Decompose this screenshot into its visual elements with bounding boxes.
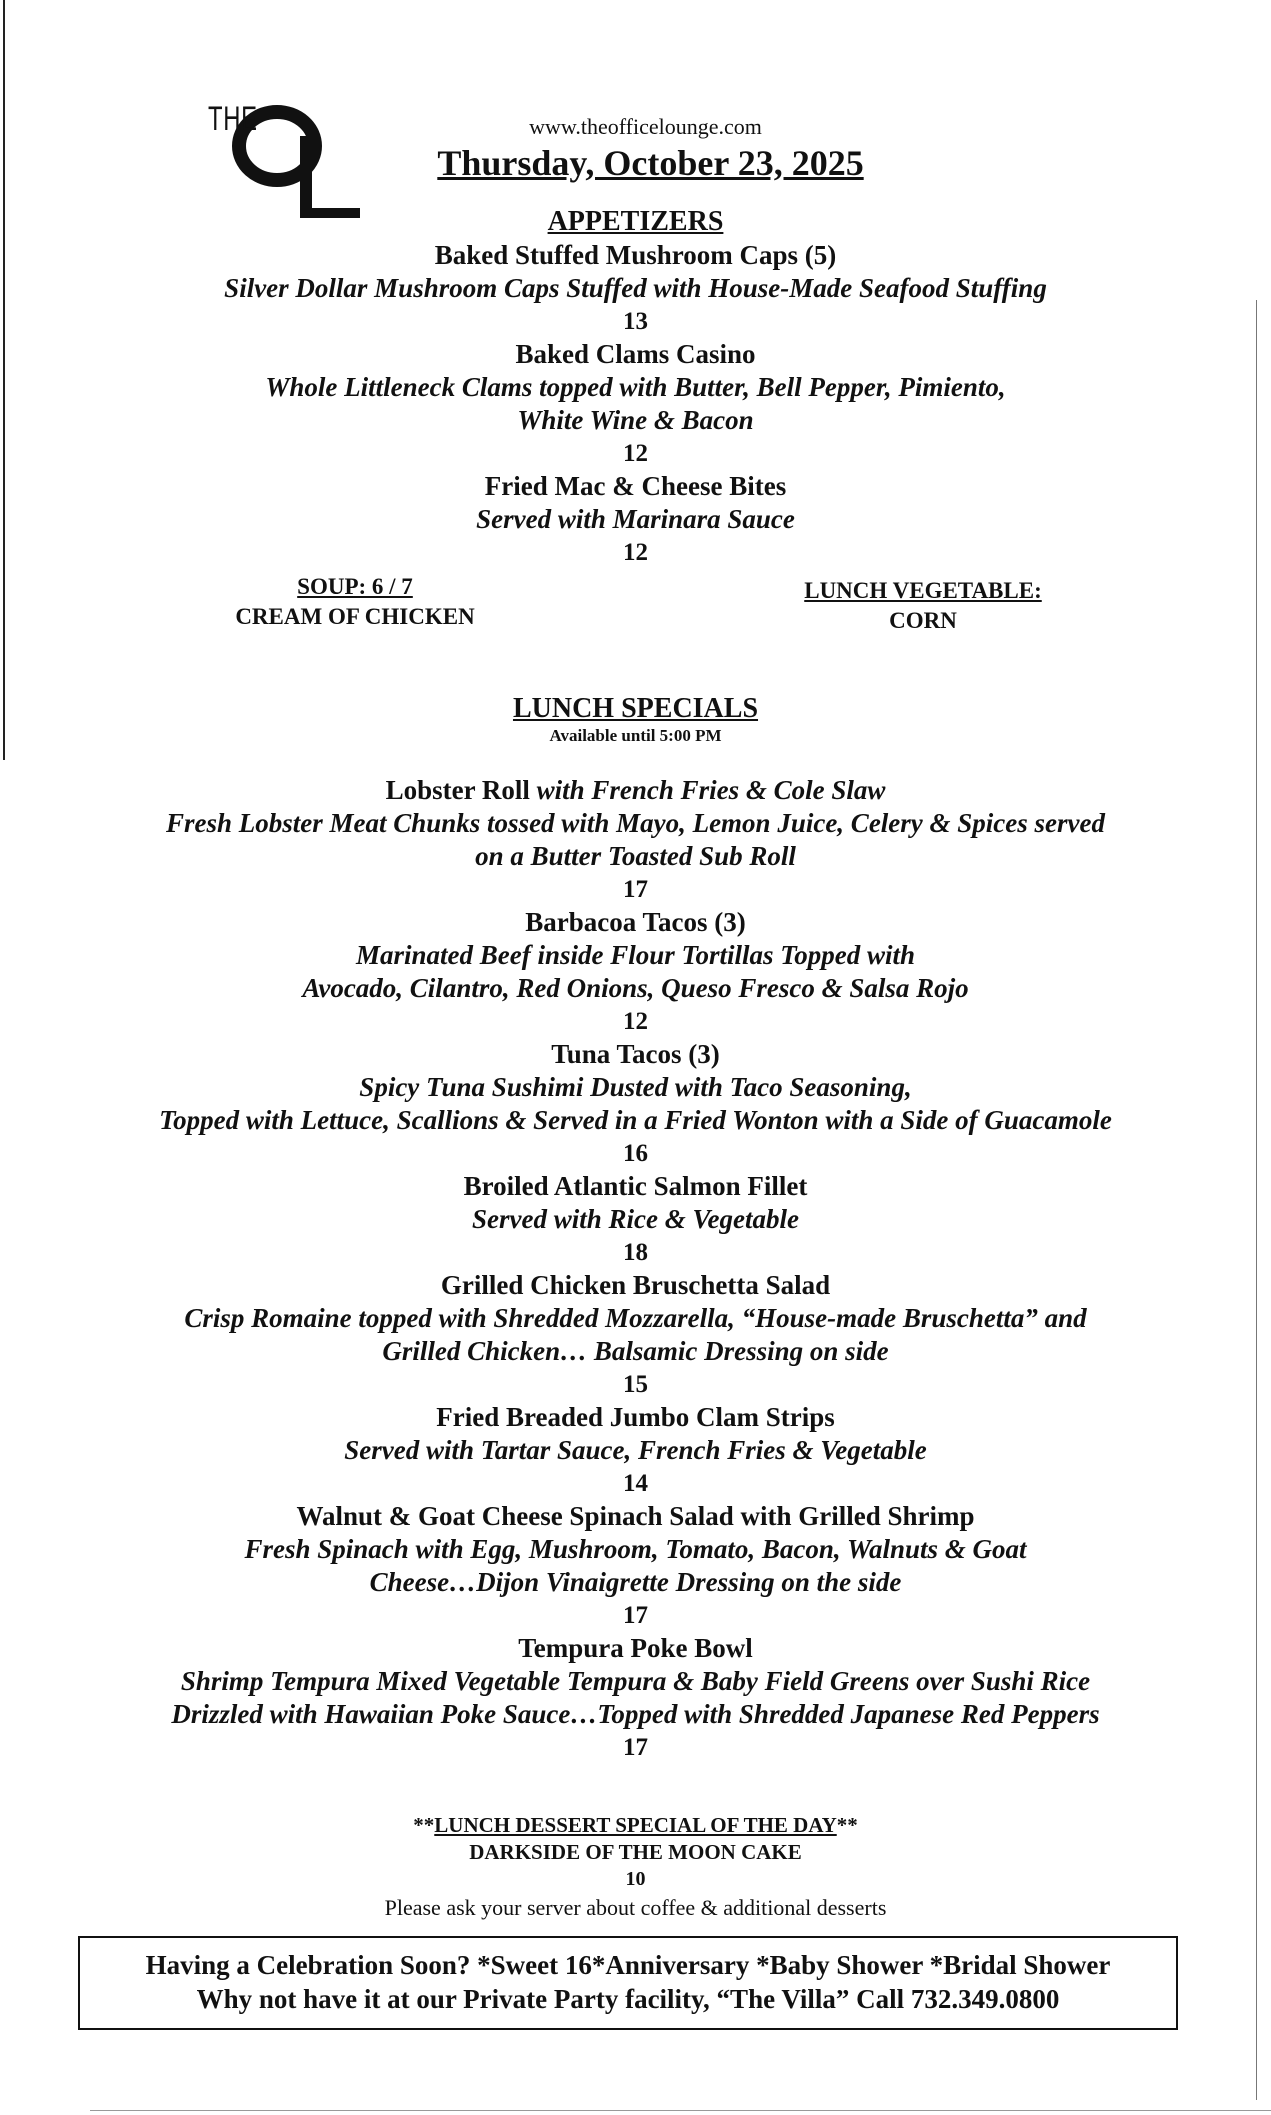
appetizer-list [0, 239, 1271, 569]
menu-item [0, 1632, 1271, 1764]
dessert-section [0, 1812, 1271, 1923]
lunch-specials-section [0, 692, 1271, 1764]
menu-item-price: 13 [623, 308, 648, 335]
menu-item [0, 470, 1271, 569]
menu-item-desc: Crisp Romaine topped with Shredded Mozzarella, “House-made Bruschetta” and [184, 1303, 1087, 1333]
celebration-promo-box [78, 1936, 1178, 2030]
menu-item-name [0, 774, 1271, 807]
menu-item-price: 14 [623, 1470, 648, 1497]
lunch-specials-title: LUNCH SPECIALS [512, 693, 759, 724]
menu-item-desc: Topped with Lettuce, Scallions & Served in a Fried Wonton with a Side of Guacamole [159, 1105, 1112, 1135]
menu-item-price: 17 [623, 1734, 648, 1761]
menu-item [0, 1269, 1271, 1401]
dessert-price: 10 [625, 1868, 646, 1890]
dessert-prefix: ** [413, 1813, 435, 1837]
menu-item-desc: Silver Dollar Mushroom Caps Stuffed with House-Made Seafood Stuffing [224, 273, 1047, 303]
menu-item-price: 12 [623, 440, 648, 467]
menu-item-name: Tuna Tacos (3) [551, 1039, 720, 1069]
dessert-title: LUNCH DESSERT SPECIAL OF THE DAY [434, 1813, 837, 1837]
lobster-roll-sides: with French Fries & Cole Slaw [529, 775, 886, 805]
logo-the-text: THE [208, 100, 258, 138]
menu-item-desc: Spicy Tuna Sushimi Dusted with Taco Seasoning, [359, 1072, 912, 1102]
vegetable-block [788, 576, 1058, 636]
dessert-title-line [0, 1812, 1271, 1839]
menu-item-desc: Whole Littleneck Clams topped with Butter, Bell Pepper, Pimiento, [265, 372, 1006, 402]
menu-item-desc: Grilled Chicken… Balsamic Dressing on side [382, 1336, 889, 1366]
menu-item-name: Fried Mac & Cheese Bites [484, 471, 787, 501]
menu-item [0, 239, 1271, 338]
scan-edge-bottom [90, 2110, 1271, 2111]
menu-item [0, 1038, 1271, 1170]
soup-value: CREAM OF CHICKEN [235, 604, 475, 629]
appetizers-title: APPETIZERS [547, 206, 724, 237]
menu-item-price: 12 [623, 1008, 648, 1035]
menu-item-name: Tempura Poke Bowl [518, 1633, 753, 1663]
promo-line-2: Why not have it at our Private Party facility, “The Villa” Call 732.349.0800 [196, 1984, 1060, 2014]
menu-item-desc: on a Butter Toasted Sub Roll [475, 841, 796, 871]
website-url: www.theofficelounge.com [529, 114, 762, 139]
menu-item-name: Grilled Chicken Bruschetta Salad [440, 1270, 831, 1300]
lunch-specials-availability: Available until 5:00 PM [549, 726, 722, 745]
lunch-specials-list [0, 906, 1271, 1764]
menu-item [0, 1170, 1271, 1269]
appetizers-section [0, 205, 1271, 569]
menu-item-desc: Shrimp Tempura Mixed Vegetable Tempura & Baby Field Greens over Sushi Rice [180, 1666, 1091, 1696]
menu-item-name: Baked Clams Casino [515, 339, 756, 369]
menu-item [0, 906, 1271, 1038]
menu-item-desc: Fresh Lobster Meat Chunks tossed with Mayo, Lemon Juice, Celery & Spices served [165, 808, 1105, 838]
menu-item-desc: White Wine & Bacon [517, 405, 754, 435]
menu-item-desc: Cheese…Dijon Vinaigrette Dressing on the side [369, 1567, 902, 1597]
menu-item [0, 774, 1271, 906]
dessert-name: DARKSIDE OF THE MOON CAKE [469, 1840, 802, 1864]
menu-item [0, 338, 1271, 470]
menu-item-desc: Served with Tartar Sauce, French Fries & Vegetable [344, 1435, 927, 1465]
menu-item-name: Baked Stuffed Mushroom Caps (5) [434, 240, 837, 270]
menu-item-price: 17 [623, 876, 648, 903]
dessert-note: Please ask your server about coffee & additional desserts [384, 1895, 887, 1920]
soup-label: SOUP: 6 / 7 [297, 574, 413, 599]
menu-item-desc: Drizzled with Hawaiian Poke Sauce…Topped with Shredded Japanese Red Peppers [171, 1699, 1100, 1729]
soup-block [225, 572, 485, 632]
vegetable-label: LUNCH VEGETABLE: [804, 578, 1042, 603]
menu-item-desc: Marinated Beef inside Flour Tortillas Topped with [355, 940, 916, 970]
menu-date: Thursday, October 23, 2025 [437, 143, 864, 183]
menu-item-price: 16 [623, 1140, 648, 1167]
vegetable-value: CORN [889, 608, 957, 633]
menu-item-name: Broiled Atlantic Salmon Fillet [463, 1171, 808, 1201]
menu-item-price: 17 [623, 1602, 648, 1629]
menu-item-price: 12 [623, 539, 648, 566]
menu-item [0, 1500, 1271, 1632]
menu-item-price: 15 [623, 1371, 648, 1398]
menu-item-name: Barbacoa Tacos (3) [525, 907, 746, 937]
menu-item-desc: Avocado, Cilantro, Red Onions, Queso Fresco & Salsa Rojo [302, 973, 969, 1003]
menu-item-desc: Served with Rice & Vegetable [472, 1204, 799, 1234]
dessert-suffix: ** [836, 1813, 858, 1837]
menu-item-desc: Fresh Spinach with Egg, Mushroom, Tomato, Bacon, Walnuts & Goat [244, 1534, 1027, 1564]
promo-line-1: Having a Celebration Soon? *Sweet 16*Anniversary *Baby Shower *Bridal Shower [145, 1950, 1111, 1980]
menu-item-name: Walnut & Goat Cheese Spinach Salad with Grilled Shrimp [296, 1501, 975, 1531]
menu-item-price: 18 [623, 1239, 648, 1266]
lobster-roll-name: Lobster Roll [385, 775, 530, 805]
menu-item [0, 1401, 1271, 1500]
menu-item-desc: Served with Marinara Sauce [476, 504, 795, 534]
menu-item-name: Fried Breaded Jumbo Clam Strips [436, 1402, 835, 1432]
